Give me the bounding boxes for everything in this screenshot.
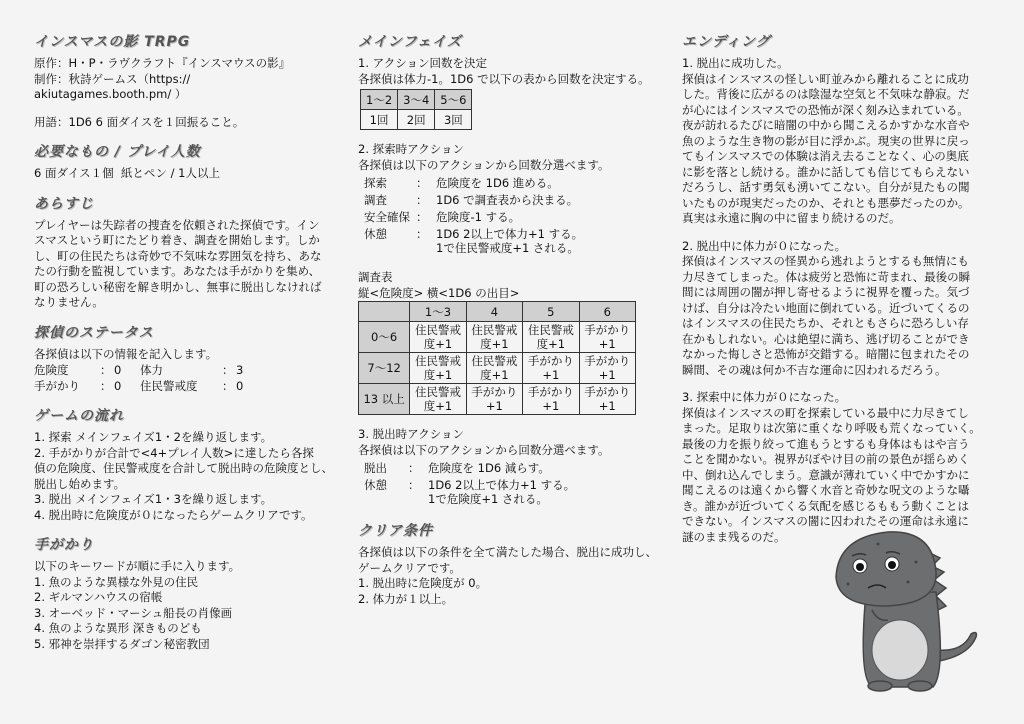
ending-2: 2. 脱出中に体力が０になった。 探偵はインスマスの怪異から逃れようとするも無情にも 力尽きてしまった。体は疲労と恐怖に苛まれ、最後の瞬 間には周囲の闇が押し寄せるように視界を覆った。気づ けば、自分は冷たい地面に倒れている。近づいてくるの はインスマスの住民たちか、それともさらに恐ろしい存 在かもしれない。心は絶望に満ち、逃げ切ることができ なかった悔しさと恐怖が交錯する。暗闇に包まれたその 瞬間、その魂は何か不吉な運命に囚われるだろう。 [682,238,971,377]
table-header: 5 [523,302,579,322]
action-count-table [360,89,472,130]
table-cell: 5～6 [435,90,472,110]
column-left [34,26,334,652]
table-cell: 手がかり +1 [579,322,635,353]
table-cell: 住民警戒 度+1 [410,353,466,384]
ending-3: 3. 探索中に体力が０になった。 探偵はインスマスの町を探索している最中に力尽きてし まった。足取りは次第に重くなり呼吸も荒くなっていく。 最後の力を振り絞って進もうとするも身体はもはや言う ことを聞かない。視界がぼやけ目の前の景色が揺らめく 中、倒れ込んでしまう。意識が薄れていく中でかすかに 聞こえるのは遠くから響く水音と奇妙な呪文のような囁 き。誰かが近づいてくる気配を感じるももう動くことは できない。インスマスの闇に囚われたその運命は永遠に 謎のまま残るのだ。 [682,390,981,544]
status-row: 手がかり ： 0 住民警戒度 ： 0 [34,378,334,394]
action-name: 休憩 [364,227,387,241]
action-row: 安全確保 ： 危険度-1 する。 [358,210,668,224]
step1-text: 各探偵は体力-1。1D6 で以下の表から回数を決定する。 [358,71,650,86]
step3-title: 3. 脱出時アクション [358,427,465,441]
step3-text: 各探偵は以下のアクションから回数分選べます。 [358,442,610,457]
table-header [359,302,410,322]
row-header: 0～6 [359,322,410,353]
action-name: 安全確保 [364,210,410,224]
row-header: 13 以上 [359,384,410,415]
table-cell: 3～4 [398,90,435,110]
clear-condition-text: 各探偵は以下の条件を全て満たした場合、脱出に成功し、 ゲームクリアです。 1. 脱出時に危険度が 0。 2. 体力が１以上。 [358,545,657,606]
action-name: 調査 [364,193,387,207]
status-value: 0 [114,379,122,393]
clues-text: 以下のキーワードが順に手に入ります。 1. 魚のような異様な外見の住民 2. ギルマンハウスの宿帳 3. オーベッド・マーシュ船長の肖像画 4. 魚のような異形 深きものども 5. 邪神を崇拝するダゴン秘密教団 [34,559,241,651]
table-cell: 手がかり +1 [523,384,579,415]
clear-condition-heading: クリア条件 [358,523,433,539]
clues-heading: 手がかり [34,537,94,553]
table-cell: 住民警戒 度+1 [466,353,522,384]
table-cell: 2回 [398,110,435,130]
table-cell: 住民警戒 度+1 [410,384,466,415]
synopsis-heading: あらすじ [34,195,94,212]
row-header: 7～12 [359,353,410,384]
status-value: 0 [114,363,122,377]
table-cell: 1回 [361,110,398,130]
action-row: 探索 ： 危険度を 1D6 進める。 [358,176,668,190]
status-label: 体力 [140,363,163,377]
needs-text: 6 面ダイス１個 紙とペン / 1人以上 [34,166,220,180]
table-row [359,384,636,415]
investigation-table-title: 調査表 [358,270,393,284]
action-desc: 1D6 2以上で体力+1 する。 1で危険度+1 される。 [428,478,576,506]
table-header: 6 [579,302,635,322]
status-label: 危険度 [34,363,69,377]
ending-heading: エンディング [682,34,771,50]
status-value: 0 [236,379,244,393]
table-cell: 手がかり +1 [466,384,522,415]
table-cell: 手がかり +1 [579,384,635,415]
action-desc: 危険度を 1D6 進める。 [436,176,559,190]
table-cell: 手がかり +1 [579,353,635,384]
table-cell: 住民警戒 度+1 [523,322,579,353]
credits: 原作：H・P・ラヴクラフト『インスマウスの影』 制作：秋詩ゲームス（https:// akiutagames.booth.pm/ ） [34,56,291,101]
action-row: 脱出 ： 危険度を 1D6 減らす。 [358,461,668,475]
status-intro: 各探偵は以下の情報を記入します。 [34,346,218,361]
column-middle [358,26,668,607]
deep-one-mascot-icon [828,522,978,696]
flow-text: 1. 探索 メインフェイズ1・2を繰り返します。 2. 手がかりが合計で<4+プレイ人数>に達したら各探 偵の危険度、住民警戒度を合計して脱出時の危険度とし、 脱出し始めます。 3. 脱出 メインフェイズ1・3を繰り返します。 4. 脱出時に危険度が０になったらゲームクリアです。 [34,430,333,522]
column-right [682,26,990,545]
status-value: 3 [236,363,244,377]
game-title: インスマスの影 TRPG [34,34,191,50]
ending-1: 1. 脱出に成功した。 探偵はインスマスの怪しい町並みから離れることに成功 した。背後に広がるのは陰湿な空気と不気味な静寂。だ が心にはインスマスでの恐怖が深く刻み込まれている。 夜が訪れるたびに暗闇の中から聞こえるかすかな水音や 魚のような生き物の影が目に浮かぶ。現実の世界に戻っ てもインスマスでの体験は消え去ることなく、心の奥底 に影を落とし続ける。誰かに話しても信じてもらえない だろうし、話す勇気も湧いてこない。自分が見たもの聞 いたものが現実だったのか、それとも悪夢だったのか。 真実は永遠に胸の中に留まり続けるのだ。 [682,56,970,225]
table-cell: 1～2 [361,90,398,110]
step1-title: 1. アクション回数を決定 [358,56,488,70]
needs-heading: 必要なもの / プレイ人数 [34,144,201,160]
status-heading: 探偵のステータス [34,324,154,341]
step2-text: 各探偵は以下のアクションから回数分選べます。 [358,157,610,172]
investigation-table [358,301,636,415]
action-name: 休憩 [364,478,387,492]
table-cell: 手がかり +1 [523,353,579,384]
terms: 用語：1D6 6 面ダイスを１回振ること。 [34,114,245,129]
table-cell: 住民警戒 度+1 [410,322,466,353]
action-desc: 危険度を 1D6 減らす。 [428,461,550,475]
table-cell: 住民警戒 度+1 [466,322,522,353]
step2-title: 2. 探索時アクション [358,142,465,156]
action-name: 探索 [364,176,387,190]
main-phase-heading: メインフェイズ [358,34,462,50]
action-row: 休憩 ： 1D6 2以上で体力+1 する。 1で危険度+1 される。 [358,478,668,506]
investigation-table-subtitle: 縦<危険度> 横<1D6 の出目> [358,285,520,300]
status-label: 手がかり [34,379,80,393]
flow-heading: ゲームの流れ [34,408,124,424]
status-row: 危険度 ： 0 体力 ： 3 [34,362,334,378]
table-header: 1～3 [410,302,466,322]
action-desc: 危険度-1 する。 [436,210,521,224]
table-row [359,353,636,384]
action-desc: 1D6 で調査表から決まる。 [436,193,579,207]
action-row: 調査 ： 1D6 で調査表から決まる。 [358,193,668,207]
table-header: 4 [466,302,522,322]
action-name: 脱出 [364,461,387,475]
table-row [359,322,636,353]
synopsis-text: プレイヤーは失踪者の捜査を依頼された探偵です。イン スマスという町にたどり着き、調査を開始します。しか し、町の住民たちは奇妙で不気味な雰囲気を持ち、あな たの行動を監視しています。あなたは手がかりを集め、 町の恐ろしい秘密を解き明かし、無事に脱出しなければ なりません。 [34,217,322,309]
action-row: 休憩 ： 1D6 2以上で体力+1 する。 1で住民警戒度+1 される。 [358,227,668,255]
status-label: 住民警戒度 [140,379,198,393]
table-cell: 3回 [435,110,472,130]
action-desc: 1D6 2以上で体力+1 する。 1で住民警戒度+1 される。 [436,227,584,255]
